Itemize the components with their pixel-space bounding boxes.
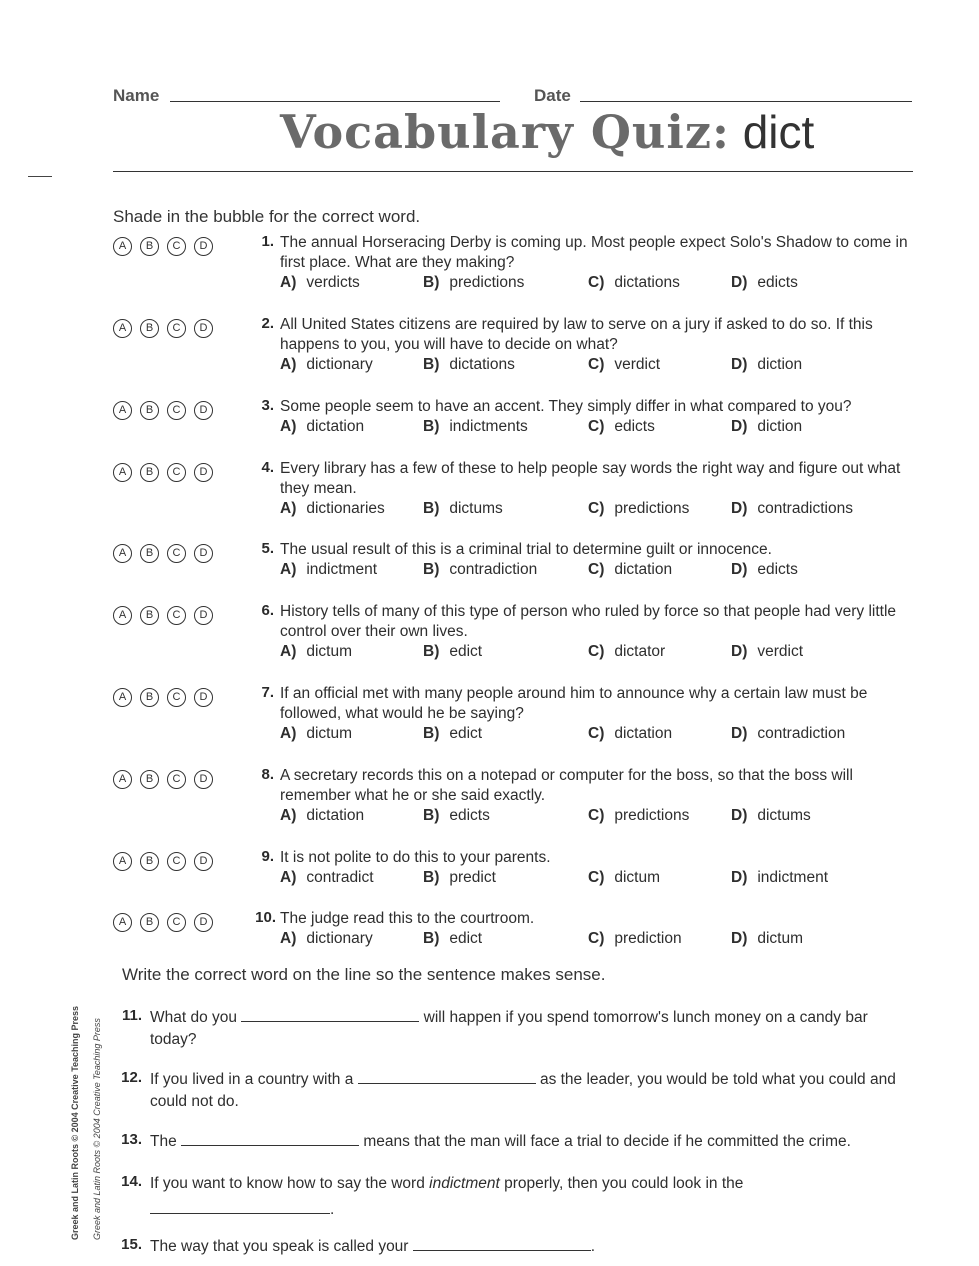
option-letter: B) (423, 274, 440, 291)
option-word: dictator (614, 643, 666, 660)
option-word: dictations (449, 356, 515, 373)
bubble-d[interactable]: D (194, 319, 213, 338)
bubble-b[interactable]: B (140, 401, 159, 420)
option-word: dictum (614, 869, 661, 886)
bubble-a[interactable]: A (113, 319, 132, 338)
question-text: All United States citizens are required by law to serve on a jury if asked to do so. If this happens to you, you will have to decide on what? (280, 316, 873, 353)
bubble-b[interactable]: B (140, 770, 159, 789)
question-number: 3. (261, 397, 274, 414)
answer-blank[interactable] (150, 1199, 330, 1214)
option-word: verdict (757, 643, 804, 660)
option-c (588, 642, 665, 662)
option-b (423, 355, 515, 375)
question-text: If an official met with many people around him to announce why a certain law must be followed, what would he be saying? (280, 685, 868, 722)
option-letter: D) (731, 500, 748, 517)
answer-blank[interactable] (413, 1236, 591, 1251)
question-number: 6. (261, 602, 274, 619)
option-letter: B) (423, 930, 440, 947)
item-after: as the leader, you would be told what you could and could not do. (150, 1071, 896, 1110)
option-d (731, 868, 828, 888)
option-word: diction (757, 418, 803, 435)
option-d (731, 273, 798, 293)
item-end: . (330, 1201, 335, 1218)
answer-bubbles (113, 684, 221, 707)
option-d (731, 499, 853, 519)
option-word: dictionaries (306, 500, 385, 517)
option-word: predict (449, 869, 496, 886)
option-letter: A) (280, 500, 297, 517)
option-letter: C) (588, 418, 605, 435)
option-a (280, 642, 352, 662)
title-bold: Vocabulary Quiz: (280, 105, 730, 159)
bubble-b[interactable]: B (140, 913, 159, 932)
option-d (731, 560, 798, 580)
copyright-left: Greek and Latin Roots © 2004 Creative Teaching Press (70, 1005, 80, 1240)
bubble-a[interactable]: A (113, 237, 132, 256)
option-letter: B) (423, 418, 440, 435)
item-before: If you want to know how to say the word (150, 1175, 425, 1192)
option-word: dictionary (306, 356, 373, 373)
option-letter: D) (731, 418, 748, 435)
question-number: 9. (261, 848, 274, 865)
option-word: dictums (449, 500, 503, 517)
option-word: contradict (306, 869, 374, 886)
option-d (731, 806, 811, 826)
option-letter: C) (588, 274, 605, 291)
option-c (588, 724, 672, 744)
bubble-c[interactable]: C (167, 913, 186, 932)
option-word: dictum (306, 725, 353, 742)
option-b (423, 868, 496, 888)
option-word: diction (757, 356, 803, 373)
answer-bubbles (113, 848, 221, 871)
bubble-d[interactable]: D (194, 544, 213, 563)
option-letter: C) (588, 869, 605, 886)
question-number: 2. (261, 315, 274, 332)
option-word: edicts (449, 807, 490, 824)
option-c (588, 417, 655, 437)
name-line[interactable] (170, 101, 500, 102)
option-letter: A) (280, 725, 297, 742)
option-word: indictment (306, 561, 378, 578)
option-a (280, 560, 377, 580)
bubble-a[interactable]: A (113, 688, 132, 707)
option-letter: D) (731, 643, 748, 660)
option-letter: B) (423, 643, 440, 660)
item-text (150, 1069, 900, 1113)
option-letter: B) (423, 869, 440, 886)
item-before: The way that you speak is called your (150, 1238, 409, 1255)
answer-bubbles (113, 233, 221, 256)
option-a (280, 499, 385, 519)
item-before: The (150, 1133, 177, 1150)
bubble-d[interactable]: D (194, 606, 213, 625)
option-b (423, 806, 490, 826)
option-letter: D) (731, 807, 748, 824)
option-a (280, 273, 360, 293)
bubble-c[interactable]: C (167, 544, 186, 563)
section1-instruction: Shade in the bubble for the correct word. (113, 207, 421, 226)
option-a (280, 724, 352, 744)
option-letter: B) (423, 807, 440, 824)
option-letter: A) (280, 356, 297, 373)
bubble-a[interactable]: A (113, 401, 132, 420)
bubble-d[interactable]: D (194, 688, 213, 707)
option-word: dictation (614, 561, 673, 578)
bubble-b[interactable]: B (140, 688, 159, 707)
option-word: dictation (614, 725, 673, 742)
bubble-c[interactable]: C (167, 852, 186, 871)
option-word: predictions (449, 274, 525, 291)
option-word: edict (449, 643, 483, 660)
name-label: Name (113, 86, 160, 105)
option-c (588, 806, 689, 826)
option-word: edict (449, 725, 483, 742)
option-letter: C) (588, 643, 605, 660)
option-letter: A) (280, 807, 297, 824)
bubble-b[interactable]: B (140, 463, 159, 482)
margin-dash (28, 176, 52, 177)
option-b (423, 724, 482, 744)
item-after: will happen if you spend tomorrow's lunch money on a candy bar today? (150, 1009, 868, 1048)
bubble-b[interactable]: B (140, 852, 159, 871)
answer-bubbles (113, 909, 221, 932)
bubble-d[interactable]: D (194, 401, 213, 420)
question-text: A secretary records this on a notepad or computer for the boss, so that the boss will remember what he or she said exactly. (280, 767, 853, 804)
bubble-c[interactable]: C (167, 463, 186, 482)
item-after: properly, then you could look in the (504, 1175, 744, 1192)
option-b (423, 417, 528, 437)
item-before: If you lived in a country with a (150, 1071, 354, 1088)
item-italic-word: indictment (429, 1175, 500, 1192)
bubble-d[interactable]: D (194, 463, 213, 482)
bubble-c[interactable]: C (167, 688, 186, 707)
option-letter: A) (280, 561, 297, 578)
option-d (731, 417, 802, 437)
option-letter: C) (588, 356, 605, 373)
item-before: What do you (150, 1009, 238, 1026)
option-letter: A) (280, 418, 297, 435)
option-a (280, 417, 364, 437)
answer-blank[interactable] (181, 1131, 359, 1146)
copyright-right: Greek and Latin Roots © 2004 Creative Teaching Press (92, 1018, 102, 1240)
item-text (150, 1131, 900, 1153)
date-line[interactable] (580, 101, 912, 102)
bubble-c[interactable]: C (167, 237, 186, 256)
bubble-b[interactable]: B (140, 237, 159, 256)
option-letter: C) (588, 500, 605, 517)
option-c (588, 868, 660, 888)
option-word: prediction (614, 930, 682, 947)
option-word: verdicts (306, 274, 360, 291)
option-word: contradiction (757, 725, 846, 742)
option-b (423, 273, 524, 293)
bubble-c[interactable]: C (167, 401, 186, 420)
option-word: edict (449, 930, 483, 947)
bubble-b[interactable]: B (140, 319, 159, 338)
question-text: History tells of many of this type of person who ruled by force so that people had very little control over their own lives. (280, 603, 897, 640)
question-text: The judge read this to the courtroom. (280, 910, 535, 927)
option-a (280, 868, 374, 888)
item-text (150, 1007, 900, 1051)
option-b (423, 929, 482, 949)
option-letter: A) (280, 930, 297, 947)
option-a (280, 806, 364, 826)
option-letter: C) (588, 930, 605, 947)
option-letter: B) (423, 725, 440, 742)
option-letter: C) (588, 561, 605, 578)
item-number: 14. (121, 1173, 142, 1190)
option-word: edicts (614, 418, 655, 435)
item-number: 11. (121, 1007, 142, 1024)
title-light: dict (742, 106, 815, 158)
bubble-c[interactable]: C (167, 606, 186, 625)
bubble-a[interactable]: A (113, 463, 132, 482)
option-c (588, 273, 680, 293)
bubble-a[interactable]: A (113, 852, 132, 871)
option-word: dictums (757, 807, 811, 824)
option-word: dictation (306, 418, 365, 435)
option-word: dictum (306, 643, 353, 660)
question-text: The usual result of this is a criminal trial to determine guilt or innocence. (280, 541, 772, 558)
option-letter: A) (280, 274, 297, 291)
answer-bubbles (113, 602, 221, 625)
bubble-d[interactable]: D (194, 852, 213, 871)
answer-bubbles (113, 459, 221, 482)
item-end: . (590, 1238, 596, 1255)
option-letter: A) (280, 869, 297, 886)
option-word: indictment (757, 869, 829, 886)
option-b (423, 560, 537, 580)
bubble-d[interactable]: D (194, 237, 213, 256)
section2-instruction: Write the correct word on the line so the sentence makes sense. (122, 965, 606, 984)
option-c (588, 929, 682, 949)
question-number: 1. (261, 233, 274, 250)
bubble-d[interactable]: D (194, 770, 213, 789)
question-number: 7. (261, 684, 274, 701)
option-d (731, 642, 803, 662)
option-d (731, 355, 802, 375)
option-word: predictions (614, 500, 690, 517)
option-word: edicts (757, 561, 798, 578)
option-word: dictionary (306, 930, 373, 947)
item-number: 15. (121, 1236, 142, 1253)
option-c (588, 355, 660, 375)
question-text: Some people seem to have an accent. They simply differ in what compared to you? (280, 398, 852, 415)
question-text: It is not polite to do this to your parents. (280, 849, 551, 866)
question-number: 8. (261, 766, 274, 783)
option-letter: C) (588, 725, 605, 742)
bubble-a[interactable]: A (113, 606, 132, 625)
title-rule (113, 171, 913, 172)
option-letter: B) (423, 561, 440, 578)
bubble-a[interactable]: A (113, 770, 132, 789)
date-label: Date (534, 86, 571, 105)
answer-blank[interactable] (241, 1007, 419, 1022)
answer-bubbles (113, 397, 221, 420)
bubble-c[interactable]: C (167, 319, 186, 338)
option-d (731, 929, 803, 949)
option-letter: D) (731, 274, 748, 291)
question-number: 4. (261, 459, 274, 476)
item-number: 13. (121, 1131, 142, 1148)
option-word: indictments (449, 418, 528, 435)
option-word: contradictions (757, 500, 853, 517)
bubble-b[interactable]: B (140, 544, 159, 563)
option-a (280, 929, 373, 949)
answer-bubbles (113, 766, 221, 789)
item-after: means that the man will face a trial to decide if he committed the crime. (363, 1133, 851, 1150)
option-c (588, 499, 689, 519)
option-letter: D) (731, 869, 748, 886)
item-text (150, 1173, 900, 1221)
bubble-a[interactable]: A (113, 913, 132, 932)
answer-bubbles (113, 315, 221, 338)
bubble-d[interactable]: D (194, 913, 213, 932)
option-b (423, 499, 503, 519)
item-number: 12. (121, 1069, 142, 1086)
option-word: contradiction (449, 561, 538, 578)
answer-blank[interactable] (358, 1069, 536, 1084)
option-letter: D) (731, 930, 748, 947)
option-letter: D) (731, 561, 748, 578)
option-letter: B) (423, 500, 440, 517)
option-word: dictation (306, 807, 365, 824)
question-number: 10. (255, 909, 276, 926)
page-title (280, 104, 815, 160)
option-d (731, 724, 845, 744)
option-b (423, 642, 482, 662)
option-word: verdict (614, 356, 661, 373)
question-text: The annual Horseracing Derby is coming up. Most people expect Solo's Shadow to come in first place. What are they making? (280, 234, 908, 271)
option-letter: B) (423, 356, 440, 373)
option-letter: C) (588, 807, 605, 824)
option-letter: D) (731, 725, 748, 742)
option-letter: D) (731, 356, 748, 373)
question-text: Every library has a few of these to help people say words the right way and figure out what they mean. (280, 460, 901, 497)
option-word: dictations (614, 274, 680, 291)
bubble-b[interactable]: B (140, 606, 159, 625)
option-letter: A) (280, 643, 297, 660)
option-word: predictions (614, 807, 690, 824)
answer-bubbles (113, 540, 221, 563)
bubble-c[interactable]: C (167, 770, 186, 789)
option-word: edicts (757, 274, 798, 291)
option-c (588, 560, 672, 580)
bubble-a[interactable]: A (113, 544, 132, 563)
option-word: dictum (757, 930, 804, 947)
item-text (150, 1236, 900, 1258)
option-a (280, 355, 373, 375)
question-number: 5. (261, 540, 274, 557)
